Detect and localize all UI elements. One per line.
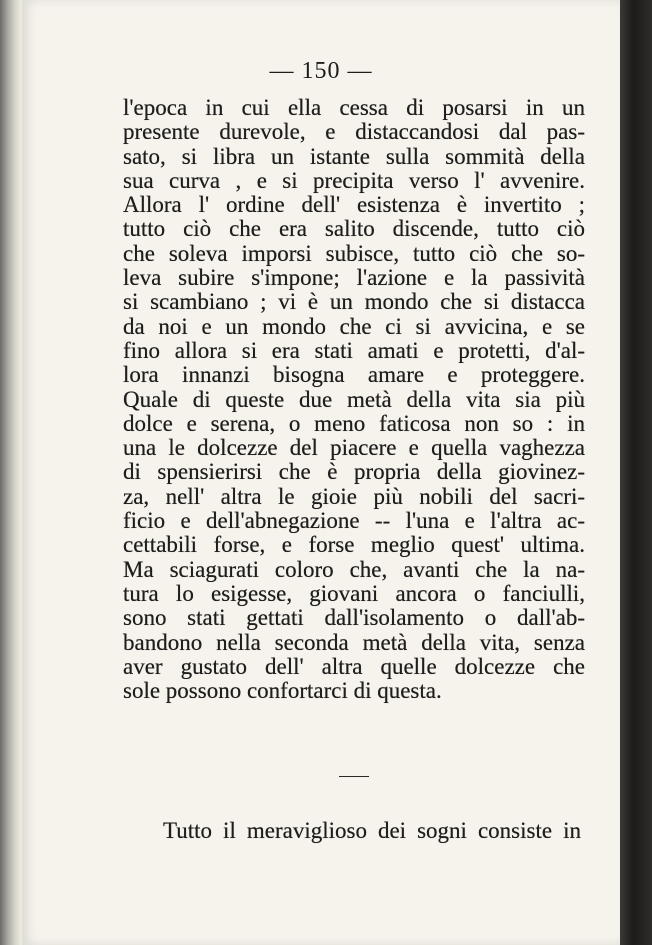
text-line: aver gustato dell' altra quelle dolcezze che <box>123 653 585 679</box>
text-line: tutto ciò che era salito discende, tutto ciò <box>123 216 585 242</box>
main-paragraph <box>123 96 585 703</box>
text-line: fino allora si era stati amati e protetti, d'al- <box>123 337 585 363</box>
text-line: l'epoca in cui ella cessa di posarsi in un <box>123 95 585 120</box>
section-divider <box>339 776 369 777</box>
next-paragraph-first-line: Tutto il meraviglioso dei sogni consiste in <box>163 818 581 843</box>
text-line: dolce e serena, o meno faticosa non so : in <box>123 410 585 436</box>
text-line: si scambiano ; vi è un mondo che si distacca <box>123 289 585 315</box>
text-line: za, nell' altra le gioie più nobili del sacri- <box>123 483 585 509</box>
page-number: — 150 — <box>269 58 373 84</box>
book-spine-shadow <box>0 0 22 945</box>
text-line: Ma sciagurati coloro che, avanti che la na- <box>123 556 585 582</box>
text-line: sato, si libra un istante sulla sommità della <box>123 143 585 169</box>
text-line: bandono nella seconda metà della vita, senza <box>123 629 585 655</box>
text-line: da noi e un mondo che ci si avvicina, e se <box>123 313 585 339</box>
text-line: leva subire s'impone; l'azione e la passività <box>123 265 585 291</box>
text-line: tura lo esigesse, giovani ancora o fanciulli, <box>123 580 585 606</box>
text-line: lora innanzi bisogna amare e proteggere. <box>123 362 585 388</box>
text-line: di spensierirsi che è propria della giovinez- <box>123 459 585 485</box>
text-line-last: sole possono confortarci di questa. <box>123 678 442 704</box>
text-line: ficio e dell'abnegazione -- l'una e l'altra ac- <box>123 508 585 534</box>
text-line: una le dolcezze del piacere e quella vaghezza <box>123 435 585 461</box>
text-line: Allora l' ordine dell' esistenza è invertito ; <box>123 192 585 218</box>
text-line: che soleva imporsi subisce, tutto ciò che so- <box>123 240 585 266</box>
text-line: Quale di queste due metà della vita sia più <box>123 386 585 412</box>
text-line: sua curva , e si precipita verso l' avvenire. <box>123 167 585 193</box>
page-edge-dark <box>620 0 652 945</box>
text-line: sono stati gettati dall'isolamento o dall'ab- <box>123 605 585 631</box>
text-line: cettabili forse, e forse meglio quest' ultima. <box>123 532 585 558</box>
text-line: presente durevole, e distaccandosi dal pas- <box>123 119 585 145</box>
